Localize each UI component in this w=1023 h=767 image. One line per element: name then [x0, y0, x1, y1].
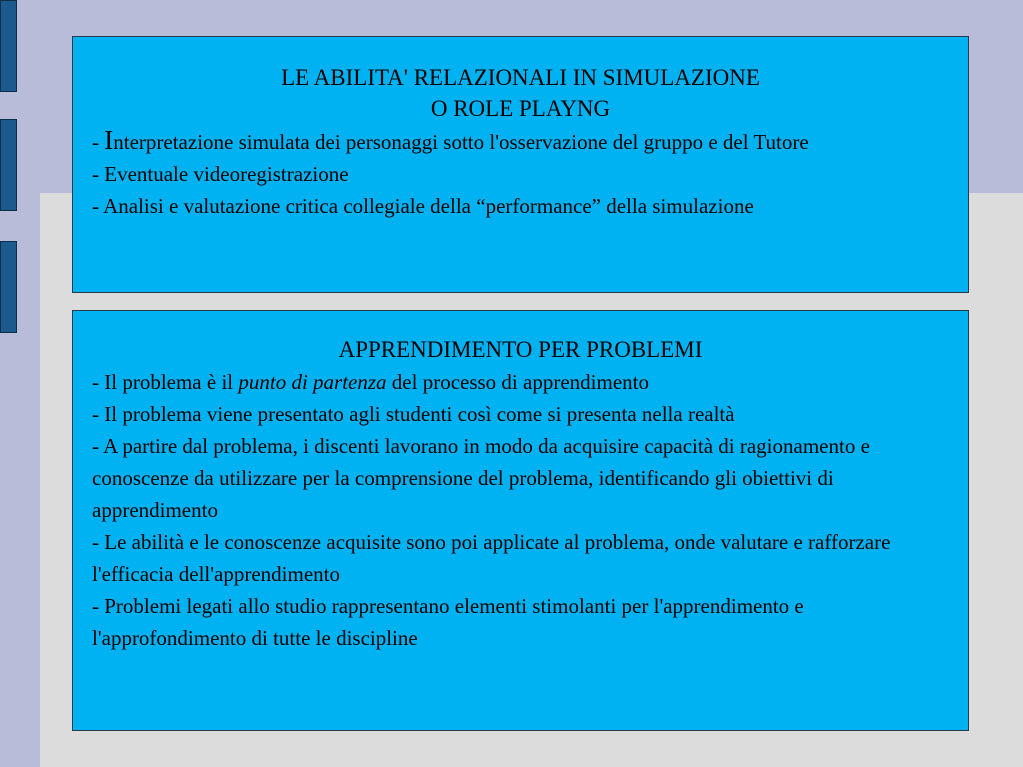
item-emphasis: punto di partenza — [238, 370, 387, 394]
role-play-title-line1: LE ABILITA' RELAZIONALI IN SIMULAZIONE — [281, 65, 760, 90]
problem-based-learning-box — [72, 310, 969, 731]
item-text: del processo di apprendimento — [386, 370, 649, 394]
role-play-item — [92, 124, 949, 158]
role-play-item: - Eventuale videoregistrazione — [92, 162, 349, 186]
role-play-box — [72, 36, 969, 293]
problem-learning-title: APPRENDIMENTO PER PROBLEMI — [338, 337, 703, 362]
side-tab-decoration — [0, 241, 17, 333]
role-play-item: - Analisi e valutazione critica collegiale della “performance” della simulazione — [92, 194, 754, 218]
item-text: - Il problema è il — [92, 370, 239, 394]
problem-learning-item: - Il problema viene presentato agli studenti così come si presenta nella realtà — [92, 402, 735, 426]
item-rest: nterpretazione simulata dei personaggi sotto l'osservazione del gruppo e del Tutore — [113, 130, 809, 154]
item-initial: I — [104, 125, 114, 155]
side-tab-decoration — [0, 119, 17, 211]
item-prefix: - — [92, 130, 105, 154]
problem-learning-item: - A partire dal problema, i discenti lavorano in modo da acquisire capacità di ragionamento e conoscenze da utilizzare per la comprensione del problema, identificando gli obiettivi di apprendimento — [92, 434, 870, 522]
problem-learning-item: - Problemi legati allo studio rappresentano elementi stimolanti per l'apprendimento e l'approfondimento di tutte le discipline — [92, 594, 804, 650]
role-play-title-line2: O ROLE PLAYNG — [430, 96, 611, 121]
problem-learning-item — [92, 366, 949, 398]
problem-learning-item: - Le abilità e le conoscenze acquisite sono poi applicate al problema, onde valutare e rafforzare l'efficacia dell'apprendimento — [92, 530, 891, 586]
side-tab-decoration — [0, 0, 17, 92]
